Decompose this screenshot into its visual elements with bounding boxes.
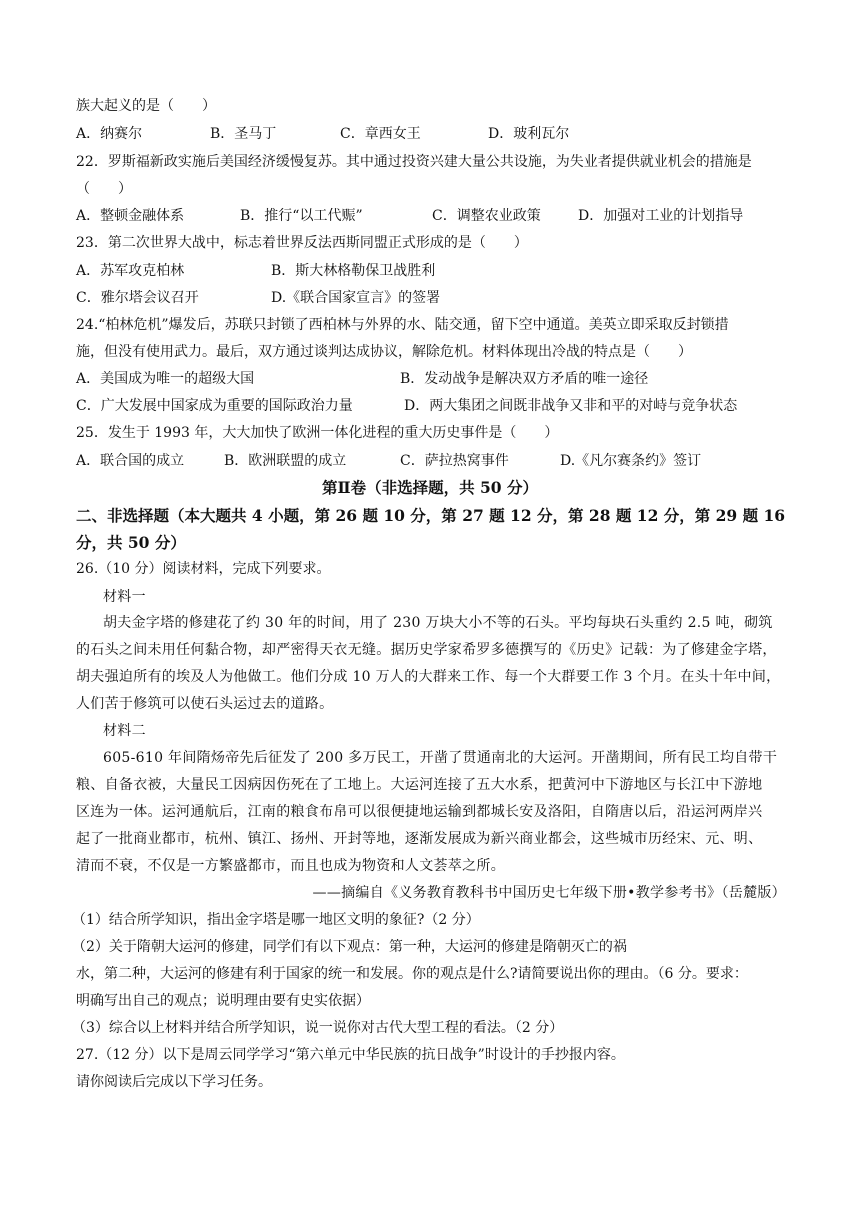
q24-options-row1: [76, 370, 648, 388]
q25-option-a: A．联合国的成立: [76, 453, 185, 469]
q23-options-row1: [76, 262, 435, 280]
q27-stem-line1: 27.（12 分）以下是周云同学学习“第六单元中华民族的抗日战争”时设计的手抄报内容。: [76, 1047, 625, 1063]
q22-stem-line2: （ ）: [76, 181, 132, 197]
q26-material2-line: 起了一批商业都市，杭州、镇江、扬州、开封等地，逐渐发展成为新兴商业都会，这些城市历经宋、元、明、: [76, 831, 763, 847]
q22-option-d: D．加强对工业的计划指导: [578, 208, 744, 224]
q26-sub2-line3: 明确写出自己的观点；说明理由要有史实依据）: [76, 993, 370, 1009]
q23-option-c: C．雅尔塔会议召开: [76, 290, 199, 306]
q25-options: [76, 452, 701, 470]
q23-options-row2: [76, 289, 440, 307]
q21-option-a: A．纳赛尔: [76, 126, 143, 142]
q26-material2-label: 材料二: [103, 723, 146, 739]
q25-option-c: C．萨拉热窝事件: [400, 453, 509, 469]
q24-option-b: B．发动战争是解决双方矛盾的唯一途径: [400, 371, 649, 387]
q22-option-a: A．整顿金融体系: [76, 208, 185, 224]
q26-material1-line: 胡夫金字塔的修建花了约 30 年的时间，用了 230 万块大小不等的石头。平均每块石头重约 2.5 吨，砌筑: [103, 615, 773, 631]
q26-material2-line: 粮、自备衣被，大量民工因病因伤死在了工地上。大运河连接了五大水系，把黄河中下游地区与长江中下游地: [76, 777, 763, 793]
section2-heading-line2: 分，共 50 分）: [76, 533, 186, 552]
q26-material2-line: 区连为一体。运河通航后，江南的粮食布帛可以很便捷地运输到都城长安及洛阳，自隋唐以后，沿运河两岸兴: [76, 804, 763, 820]
q23-option-a: A．苏军攻克柏林: [76, 263, 185, 279]
q26-source: ——摘编自《义务教育教科书中国历史七年级下册•教学参考书》（岳麓版）: [312, 885, 786, 901]
q26-material1-label: 材料一: [103, 589, 146, 605]
q24-stem-line2: 施，但没有使用武力。最后，双方通过谈判达成协议，解除危机。材料体现出冷战的特点是（ ）: [76, 344, 692, 360]
part2-title: 第Ⅱ卷（非选择题，共 50 分）: [322, 478, 538, 497]
q21-options: [76, 125, 569, 143]
q22-option-c: C．调整农业政策: [432, 208, 541, 224]
q23-option-b: B．斯大林格勒保卫战胜利: [271, 263, 436, 279]
q24-option-a: A．美国成为唯一的超级大国: [76, 371, 255, 387]
q26-stem: 26.（10 分）阅读材料，完成下列要求。: [76, 561, 331, 577]
q26-sub2-line1: （2）关于隋朝大运河的修建，同学们有以下观点：第一种，大运河的修建是隋朝灭亡的祸: [72, 939, 627, 955]
q21-stem-tail: 族大起义的是（ ）: [76, 98, 216, 114]
section2-heading-line1: 二、非选择题（本大题共 4 小题，第 26 题 10 分，第 27 题 12 分，第 28 题 12 分，第 29 题 16: [76, 506, 786, 525]
q25-option-b: B．欧洲联盟的成立: [224, 453, 347, 469]
q25-option-d: D.《凡尔赛条约》签订: [560, 453, 702, 469]
q21-option-d: D．玻利瓦尔: [488, 126, 570, 142]
q26-material2-line: 清而不衰，不仅是一方繁盛都市，而且也成为物资和人文荟萃之所。: [76, 858, 505, 874]
q27-stem-line2: 请你阅读后完成以下学习任务。: [76, 1074, 272, 1090]
q25-stem: 25．发生于 1993 年，大大加快了欧洲一体化进程的重大历史事件是（ ）: [76, 425, 559, 441]
q26-sub3: （3）综合以上材料并结合所学知识，说一说你对古代大型工程的看法。（2 分）: [72, 1020, 564, 1036]
q23-option-d: D.《联合国家宣言》的签署: [271, 290, 441, 306]
q22-option-b: B．推行“以工代赈”: [240, 208, 363, 224]
q22-options: [76, 207, 743, 225]
q26-material1-line: 胡夫强迫所有的埃及人为他做工。他们分成 10 万人的大群来工作、每一个大群要工作 3 个月。在头十年中间，: [76, 669, 781, 685]
q24-option-c: C．广大发展中国家成为重要的国际政治力量: [76, 398, 353, 414]
q24-stem-line1: 24.“柏林危机”爆发后，苏联只封锁了西柏林与外界的水、陆交通，留下空中通道。美英立即采取反封锁措: [76, 317, 729, 333]
q26-sub1: （1）结合所学知识，指出金字塔是哪一地区文明的象征?（2 分）: [72, 912, 480, 928]
q24-option-d: D．两大集团之间既非战争又非和平的对峙与竞争状态: [404, 398, 738, 414]
q26-material2-line: 605-610 年间隋炀帝先后征发了 200 多万民工，开凿了贯通南北的大运河。开凿期间，所有民工均自带干: [103, 750, 778, 766]
q22-stem-line1: 22．罗斯福新政实施后美国经济缓慢复苏。其中通过投资兴建大量公共设施，为失业者提供就业机会的措施是: [76, 154, 752, 170]
q26-sub2-line2: 水，第二种，大运河的修建有利于国家的统一和发展。你的观点是什么?请简要说出你的理由。（6 分。要求：: [76, 966, 748, 982]
q26-material1-line: 人们苦于修筑可以使石头运过去的道路。: [76, 696, 334, 712]
q24-options-row2: [76, 397, 737, 415]
q23-stem: 23．第二次世界大战中，标志着世界反法西斯同盟正式形成的是（ ）: [76, 235, 528, 251]
q21-option-b: B．圣马丁: [210, 126, 277, 142]
q21-option-c: C．章西女王: [340, 126, 421, 142]
q26-material1-line: 的石头之间未用任何黏合物，却严密得天衣无缝。据历史学家希罗多德撰写的《历史》记载：为了修建金字塔，: [76, 642, 777, 658]
